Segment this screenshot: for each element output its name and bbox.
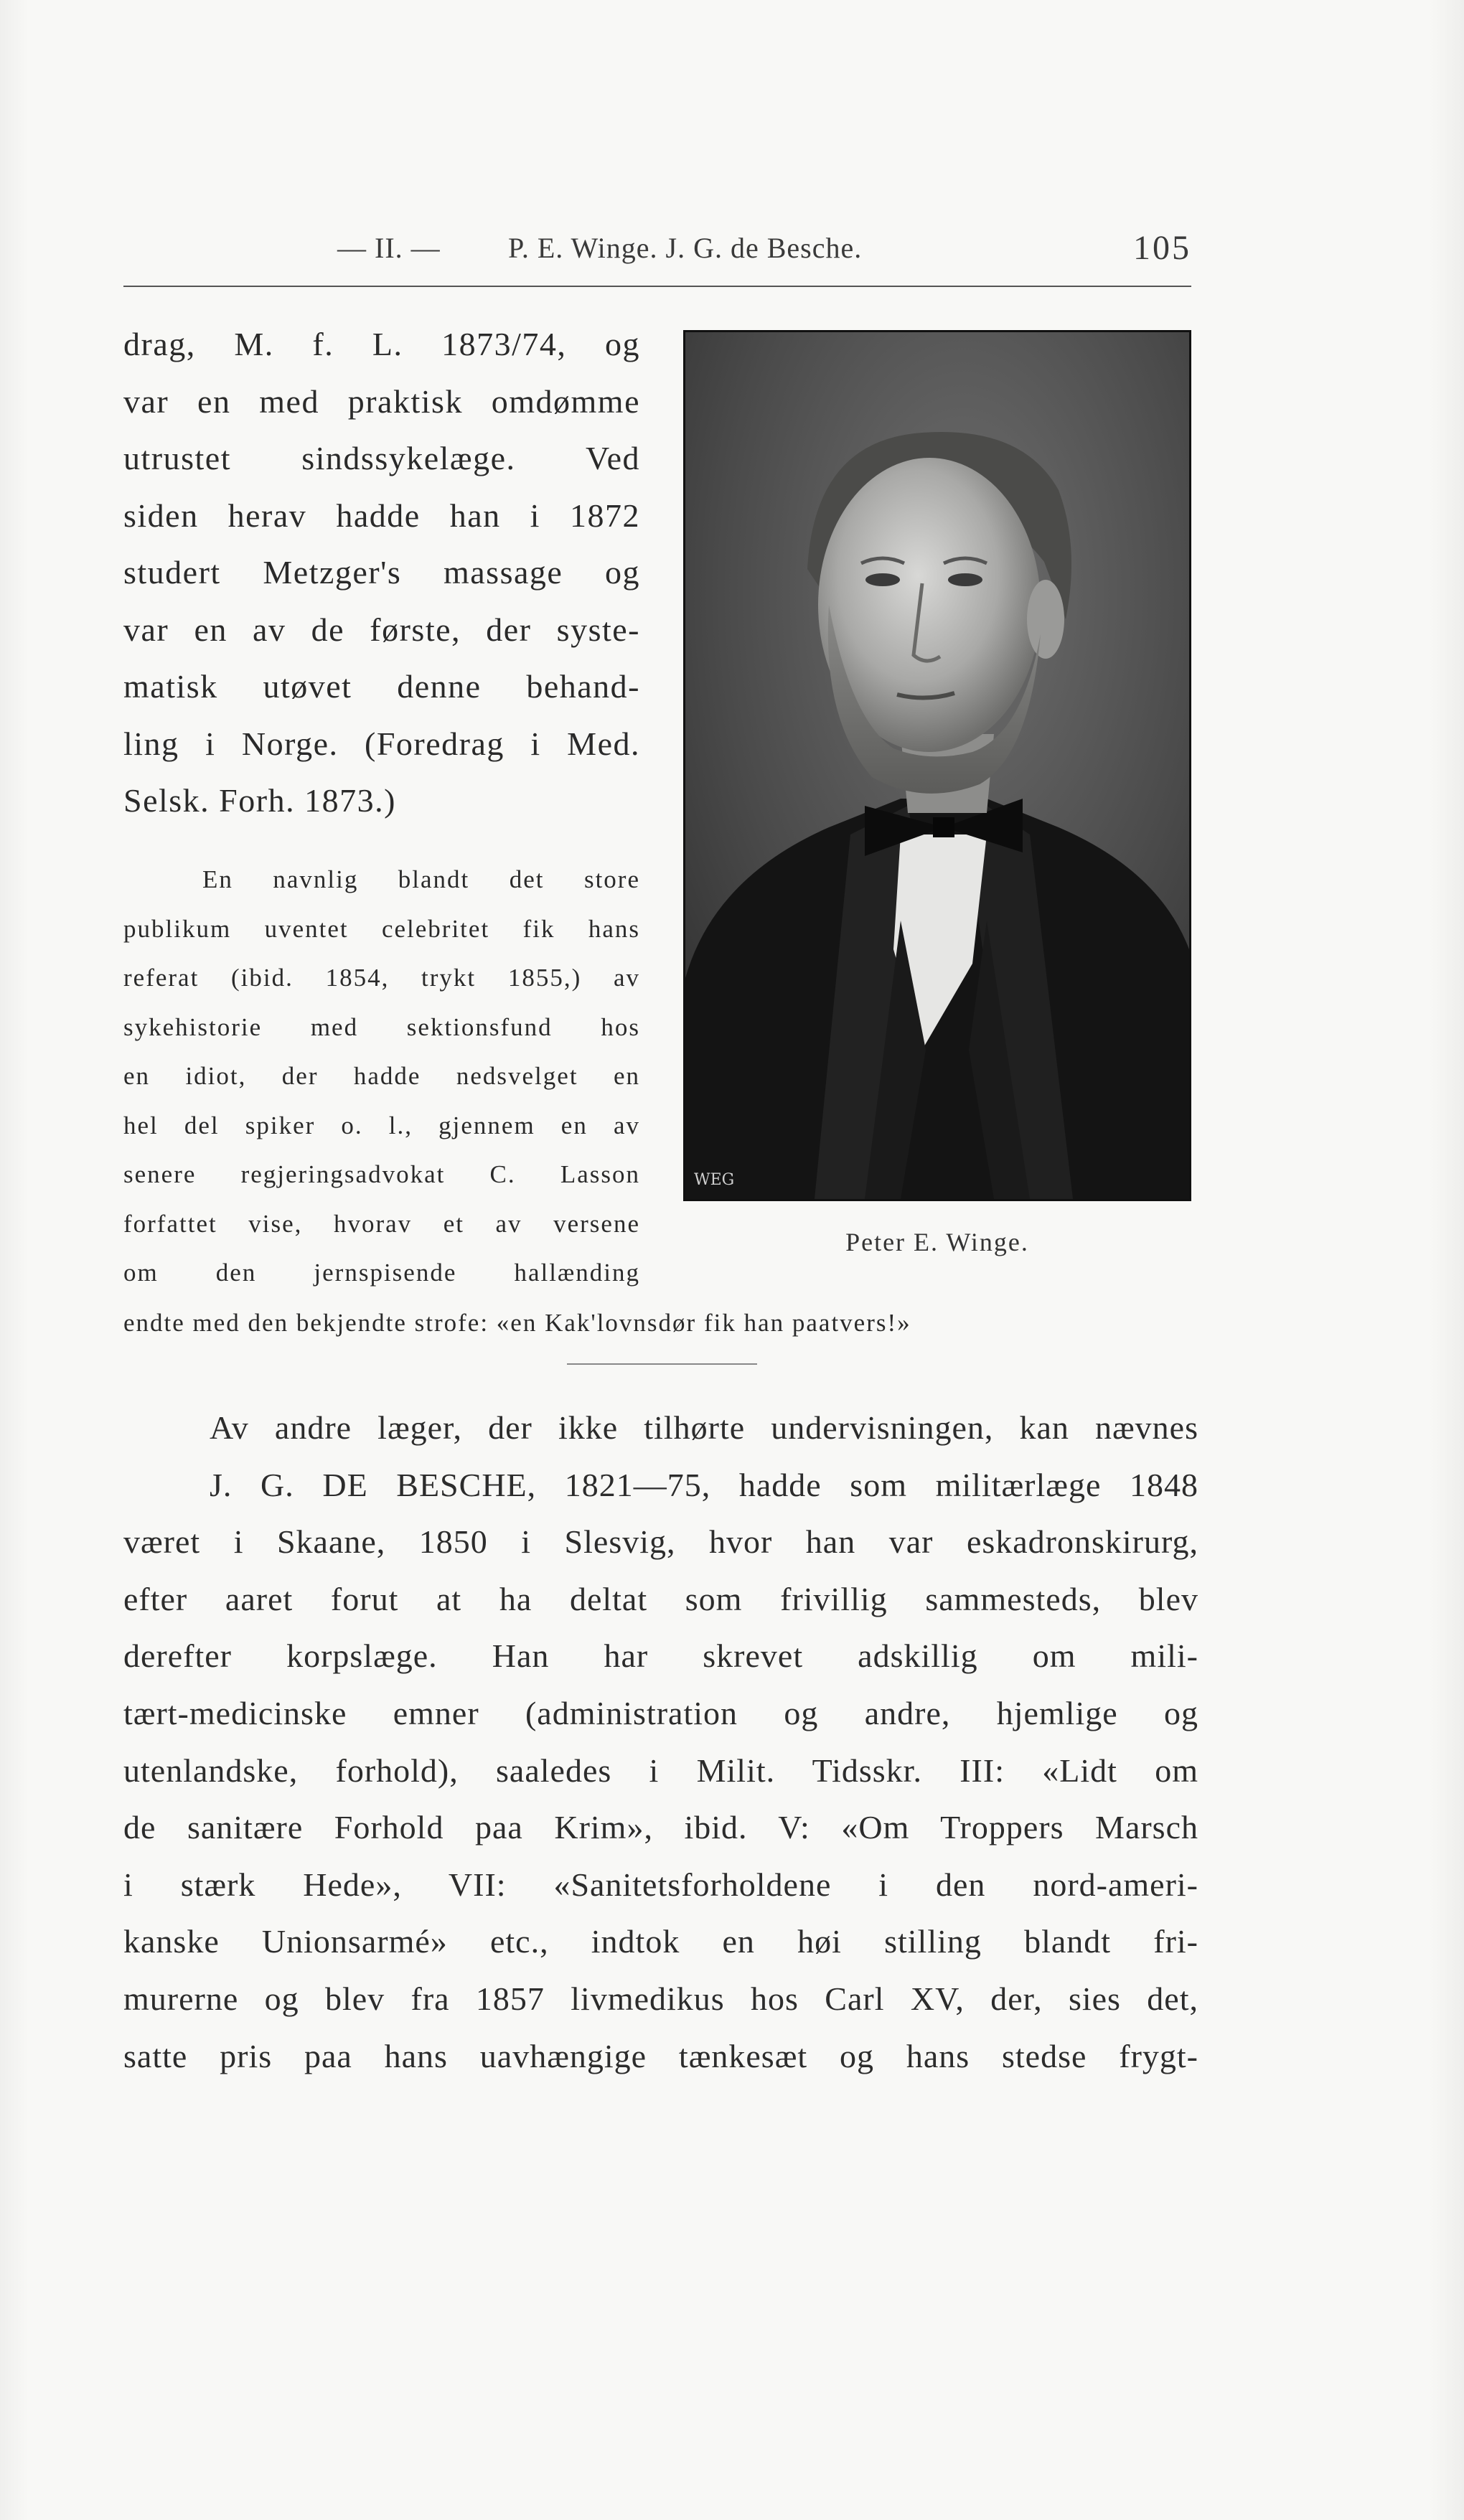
text-line: om den jernspisende hallænding	[123, 1259, 640, 1287]
text-line: siden herav hadde han i 1872	[123, 497, 640, 534]
left-column-small-print	[123, 855, 640, 1298]
text-line: efter aaret forut at ha deltat som frivillig sammesteds, blev	[123, 1580, 1198, 1617]
text-line: senere regjeringsadvokat C. Lasson	[123, 1160, 640, 1188]
text-line: utenlandske, forhold), saaledes i Milit. Tidsskr. III: «Lidt om	[123, 1752, 1198, 1789]
section-divider	[567, 1363, 757, 1365]
monogram-text: WEG	[694, 1171, 735, 1189]
text-line: Selsk. Forh. 1873.)	[123, 782, 396, 819]
text-line: kanske Unionsarmé» etc., indtok en høi stilling blandt fri-	[123, 1923, 1198, 1960]
text-line: utrustet sindssykelæge. Ved	[123, 440, 640, 476]
text-line: en idiot, der hadde nedsvelget en	[123, 1062, 640, 1090]
text-line: satte pris paa hans uavhængige tænkesæt og hans stedse frygt-	[123, 2037, 1198, 2074]
text-line: tært-medicinske emner (administration og andre, hjemlige og	[123, 1694, 1198, 1731]
portrait-photo	[683, 330, 1191, 1201]
text-line: været i Skaane, 1850 i Slesvig, hvor han var eskadronskirurg,	[123, 1523, 1198, 1561]
page-number: 105	[1133, 229, 1191, 267]
text-line: derefter korpslæge. Han har skrevet adskillig om mili-	[123, 1637, 1198, 1675]
text-line: de sanitære Forhold paa Krim», ibid. V: «Om Troppers Marsch	[123, 1809, 1198, 1846]
running-title: P. E. Winge. J. G. de Besche.	[508, 232, 863, 264]
text-line: var en med praktisk omdømme	[123, 382, 640, 420]
text-line: drag, M. f. L. 1873/74, og	[123, 326, 640, 362]
text-line: sykehistorie med sektionsfund hos	[123, 1012, 640, 1041]
header-rule	[123, 286, 1191, 287]
text-line: J. G. DE BESCHE, 1821—75, hadde som militærlæge 1848	[210, 1466, 1198, 1503]
text-line: studert Metzger's massage og	[123, 554, 640, 591]
text-line: publikum uventet celebritet fik hans	[123, 914, 640, 943]
text-line: referat (ibid. 1854, trykt 1855,) av	[123, 964, 640, 992]
portrait-illustration	[685, 332, 1189, 1199]
text-line: var en av de første, der syste-	[123, 611, 640, 648]
portrait-caption: Peter E. Winge.	[845, 1228, 1029, 1256]
text-line: i stærk Hede», VII: «Sanitetsforholdene i den nord-ameri-	[123, 1866, 1198, 1903]
text-line: ling i Norge. (Foredrag i Med.	[123, 725, 640, 762]
text-line: matisk utøvet denne behand-	[123, 668, 640, 705]
small-print-last-line: endte med den bekjendte strofe: «en Kak'lovnsdør fik han paatvers!»	[123, 1309, 911, 1337]
left-column-text	[123, 316, 640, 829]
text-line: En navnlig blandt det store	[202, 865, 640, 893]
main-paragraph	[123, 1399, 1198, 2084]
section-number: — II. —	[337, 232, 441, 264]
text-line: forfattet vise, hvorav et av versene	[123, 1209, 640, 1238]
text-line: hel del spiker o. l., gjennem en av	[123, 1111, 640, 1139]
text-line: Av andre læger, der ikke tilhørte undervisningen, kan nævnes	[210, 1409, 1198, 1446]
text-line: murerne og blev fra 1857 livmedikus hos Carl XV, der, sies det,	[123, 1980, 1198, 2017]
running-header	[337, 228, 1191, 271]
